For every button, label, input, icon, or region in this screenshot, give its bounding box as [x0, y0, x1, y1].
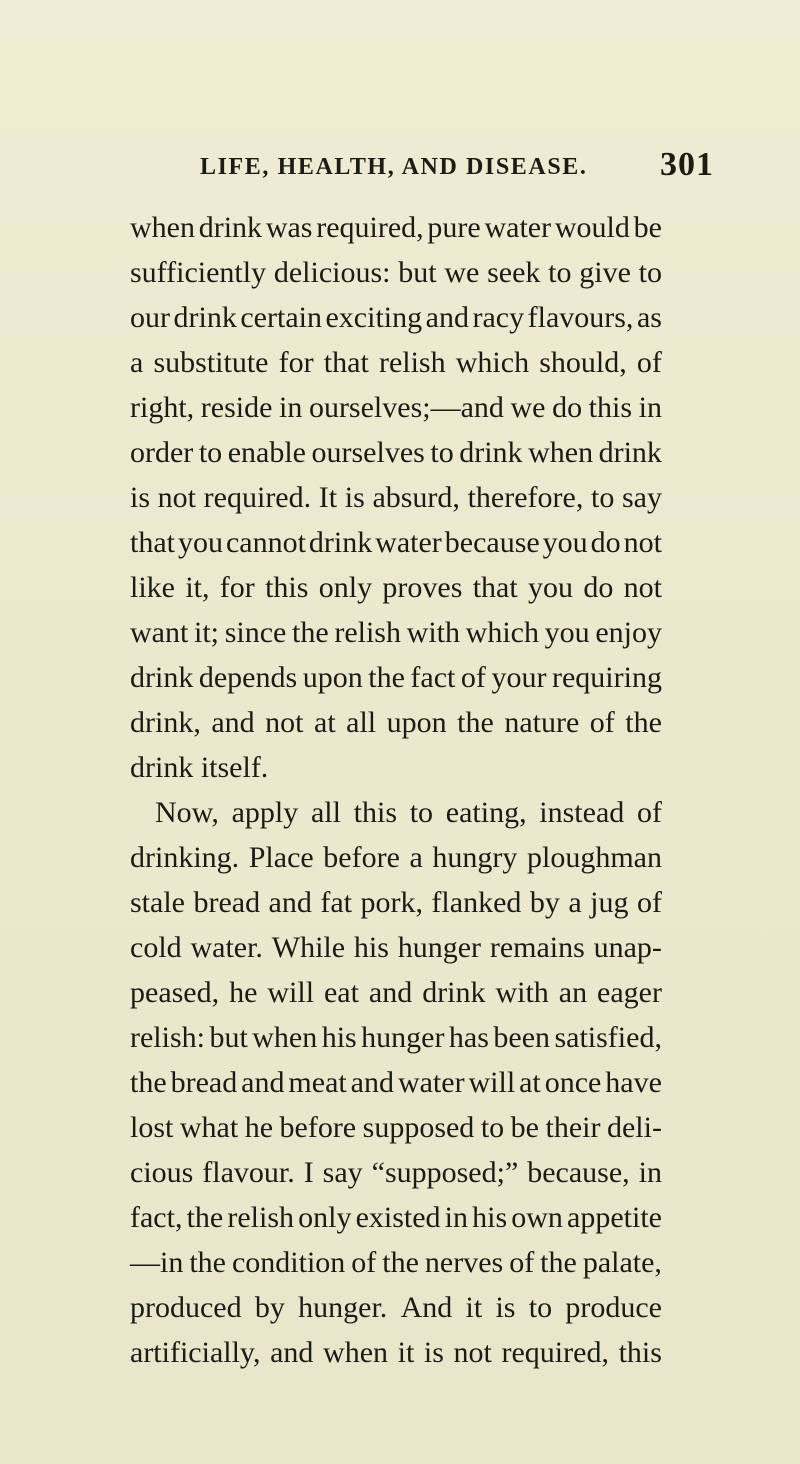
- text-line: peased, he will eat and drink with an eager: [130, 976, 662, 1009]
- text-line: like it, for this only proves that you do not: [130, 571, 662, 604]
- text-line: cold water. While his hunger remains unap-: [130, 931, 662, 964]
- text-line: that you cannot drink water because you do not: [130, 526, 662, 559]
- text-line: cious flavour. I say “supposed;” because, in: [130, 1156, 662, 1189]
- text-line: artificially, and when it is not required, this: [130, 1336, 662, 1369]
- body-text: [130, 205, 662, 1375]
- text-line: the bread and meat and water will at once have: [130, 1066, 662, 1099]
- text-line: Now, apply all this to eating, instead of: [155, 796, 662, 829]
- text-line: when drink was required, pure water would be: [130, 211, 662, 244]
- text-line: drinking. Place before a hungry ploughman: [130, 841, 662, 874]
- text-line: lost what he before supposed to be their deli-: [130, 1111, 662, 1144]
- text-line: is not required. It is absurd, therefore, to say: [130, 481, 662, 514]
- text-line: order to enable ourselves to drink when drink: [130, 436, 662, 469]
- text-line: right, reside in ourselves;—and we do this in: [130, 391, 662, 424]
- text-line: want it; since the relish with which you enjoy: [130, 616, 662, 649]
- text-line: drink, and not at all upon the nature of the: [130, 706, 662, 739]
- page-number: 301: [660, 146, 714, 183]
- running-head: [200, 146, 800, 190]
- text-line: sufficiently delicious: but we seek to give to: [130, 256, 662, 289]
- text-line: our drink certain exciting and racy flavours, as: [130, 301, 662, 334]
- text-line: relish: but when his hunger has been satisfied,: [130, 1021, 662, 1054]
- text-line: fact, the relish only existed in his own appetite: [130, 1201, 662, 1234]
- text-line: produced by hunger. And it is to produce: [130, 1291, 662, 1324]
- text-line: drink itself.: [130, 751, 269, 784]
- text-line: stale bread and fat pork, flanked by a jug of: [130, 886, 662, 919]
- running-head-title: LIFE, HEALTH, AND DISEASE.: [200, 154, 588, 180]
- text-line: —in the condition of the nerves of the palate,: [130, 1246, 662, 1279]
- text-line: a substitute for that relish which should, of: [130, 346, 662, 379]
- text-line: drink depends upon the fact of your requiring: [130, 661, 662, 694]
